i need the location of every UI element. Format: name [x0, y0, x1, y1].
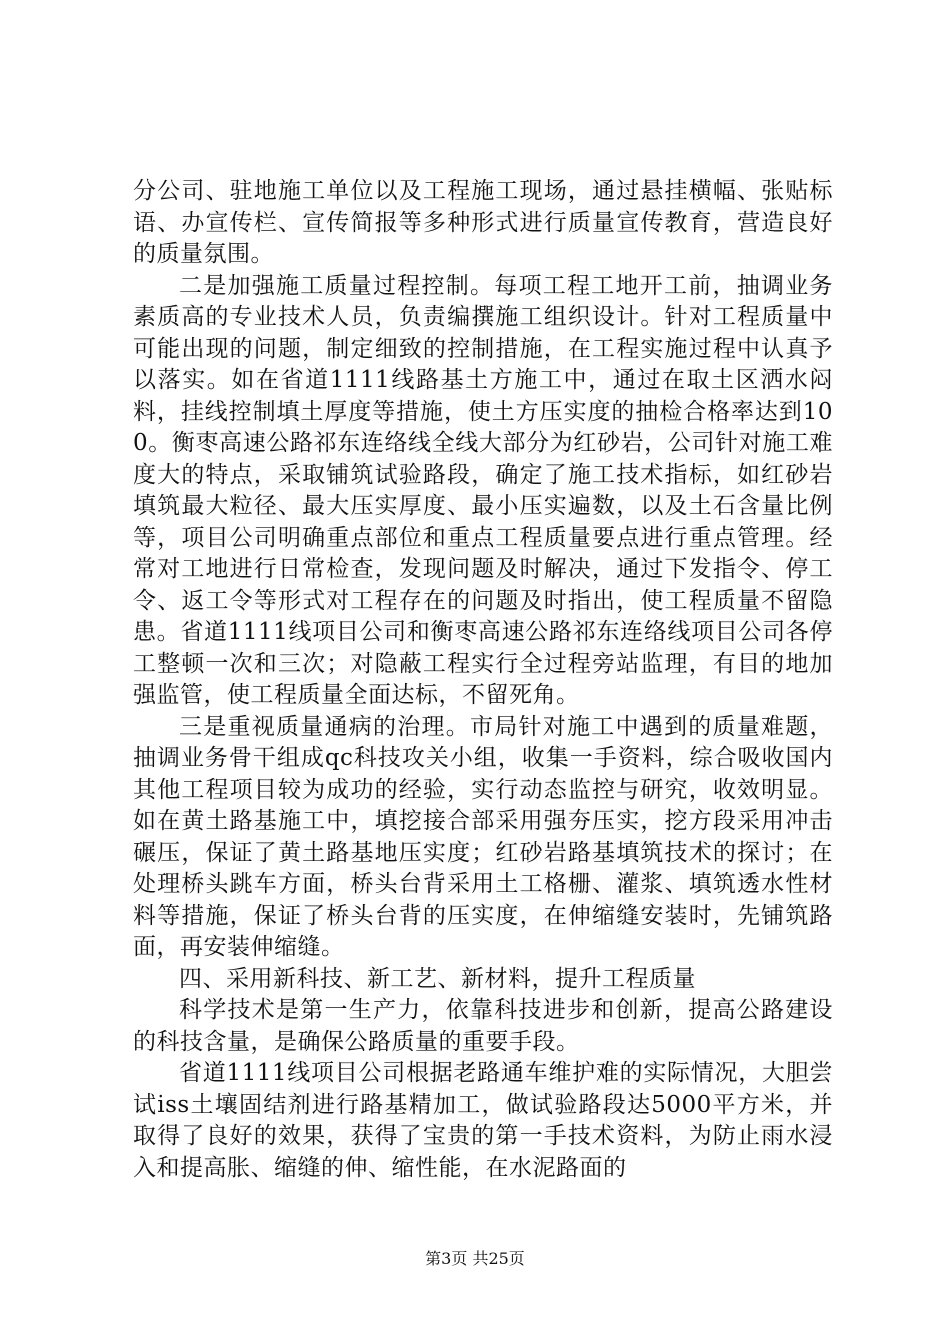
paragraph-continuation: 分公司、驻地施工单位以及工程施工现场，通过悬挂横幅、张贴标语、办宣传栏、宣传简报等多种形式进行质量宣传教育，营造良好的质量氛围。 [133, 178, 833, 267]
document-body [133, 176, 833, 1184]
paragraph-quality-process-control: 二是加强施工质量过程控制。每项工程工地开工前，抽调业务素质高的专业技术人员，负责编撰施工组织设计。针对工程质量中可能出现的问题，制定细致的控制措施，在工程实施过程中认真予以落实。如在省道1111线路基土方施工中，通过在取土区洒水闷料，挂线控制填土厚度等措施，使土方压实度的抽检合格率达到100。衡枣高速公路祁东连络线全线大部分为红砂岩，公司针对施工难度大的特点，采取铺筑试验路段，确定了施工技术指标，如红砂岩填筑最大粒径、最大压实厚度、最小压实遍数，以及土石含量比例等，项目公司明确重点部位和重点工程质量要点进行重点管理。经常对工地进行日常检查，发现问题及时解决，通过下发指令、停工令、返工令等形式对工程存在的问题及时指出，使工程质量不留隐患。省道1111线项目公司和衡枣高速公路祁东连络线项目公司各停工整顿一次和三次；对隐蔽工程实行全过程旁站监理，有目的地加强监管，使工程质量全面达标，不留死角。 [133, 272, 833, 708]
page-number-footer: 第3页 共25页 [425, 1249, 525, 1268]
paragraph-science-technology: 科学技术是第一生产力，依靠科技进步和创新，提高公路建设的科技含量，是确保公路质量的重要手段。 [133, 997, 833, 1055]
paragraph-iss-soil-stabilizer: 省道1111线项目公司根据老路通车维护难的实际情况，大胆尝试iss土壤固结剂进行路基精加工，做试验路段达5000平方米，并取得了良好的效果，获得了宝贵的第一手技术资料，为防止雨水浸入和提高胀、缩缝的伸、缩性能，在水泥路面的 [133, 1060, 833, 1181]
paragraph-common-defects: 三是重视质量通病的治理。市局针对施工中遇到的质量难题，抽调业务骨干组成qc科技攻关小组，收集一手资料，综合吸收国内其他工程项目较为成功的经验，实行动态监控与研究，收效明显。如在黄土路基施工中，填挖接合部采用强夯压实，挖方段采用冲击碾压，保证了黄土路基地压实度；红砂岩路基填筑技术的探讨；在处理桥头跳车方面，桥头台背采用土工格栅、灌浆、填筑透水性材料等措施，保证了桥头台背的压实度，在伸缩缝安装时，先铺筑路面，再安装伸缩缝。 [133, 713, 833, 960]
section-heading-new-technology: 四、采用新科技、新工艺、新材料，提升工程质量 [179, 965, 696, 992]
